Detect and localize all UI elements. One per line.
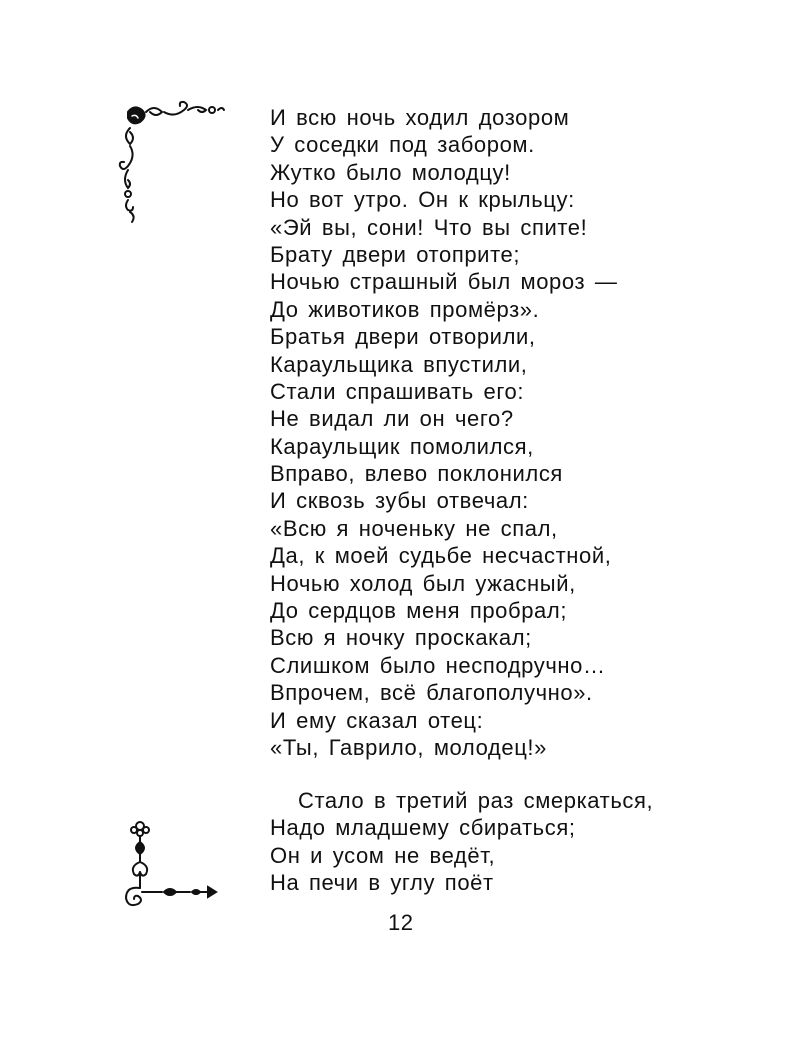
verse-line: Караульщик помолился, [270,433,534,459]
verse-line: Не видал ли он чего? [270,406,514,432]
verse-line: До сердцов меня пробрал; [270,598,568,624]
corner-flourish-ornament [118,100,228,225]
verse-line: «Всю я ноченьку не спал, [270,515,558,541]
verse-line: Но вот утро. Он к крыльцу: [270,187,575,213]
arrow-flourish-ornament [118,818,220,913]
verse-line: Он и усом не ведёт, [270,842,496,868]
verse-line: Жутко было молодцу! [270,159,511,185]
verse-line: Да, к моей судьбе несчастной, [270,543,612,569]
verse-line: «Ты, Гаврило, молодец!» [270,734,547,760]
verse-line: Всю я ночку проскакал; [270,625,532,651]
verse-line: Караульщика впустили, [270,351,528,377]
verse-line: И всю ночь ходил дозором [270,105,570,130]
verse-line: Впрочем, всё благополучно». [270,680,593,706]
verse-line: Вправо, влево поклонился [270,461,563,487]
verse-line: Стали спрашивать его: [270,378,525,404]
verse-line: Стало в третий раз смеркаться, [298,788,654,813]
verse-line: Ночью холод был ужасный, [270,570,576,596]
verse-stanza-1 [270,104,617,761]
verse-line: Ночью страшный был мороз — [270,269,618,295]
verse-stanza-2 [270,787,653,897]
verse-line: И ему сказал отец: [270,707,484,733]
verse-line: На печи в углу поёт [270,870,494,896]
verse-line: Брату двери отоприте; [270,241,521,267]
page-number: 12 [388,910,414,935]
verse-line: Надо младшему сбираться; [270,815,576,841]
verse-line: До животиков промёрз». [270,296,540,322]
verse-line: У соседки под забором. [270,132,535,158]
verse-line: «Эй вы, сони! Что вы спите! [270,214,588,240]
verse-line: Слишком было несподручно… [270,652,606,678]
verse-line: И сквозь зубы отвечал: [270,488,529,514]
verse-line: Братья двери отворили, [270,324,536,350]
